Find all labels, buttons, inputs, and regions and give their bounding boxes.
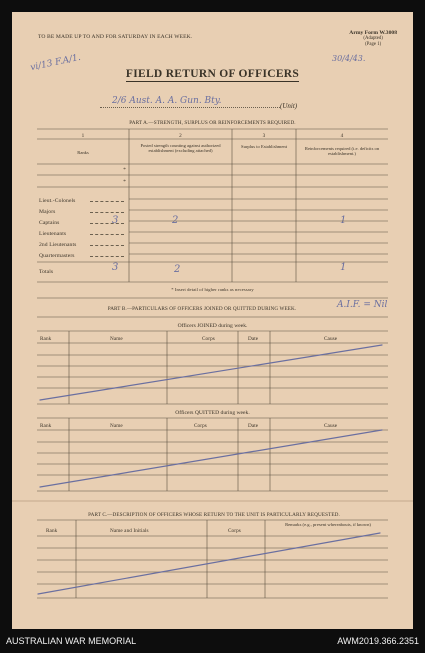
- handwritten-unit: 2/6 Aust. A. A. Gun. Bty.: [112, 96, 222, 106]
- joined-col-rank: Rank: [40, 336, 52, 342]
- unit-label: (Unit): [280, 102, 298, 110]
- rank-asterisk: *: [123, 179, 126, 185]
- part-a-footnote: * Insert detail of higher ranks as necessary: [171, 287, 254, 292]
- quitted-col-rank: Rank: [40, 423, 52, 429]
- joined-col-date: Date: [248, 336, 259, 342]
- part-c-col-name: Name and Initials: [110, 528, 149, 534]
- rank-label: Majors: [39, 209, 56, 215]
- form-rules: [12, 12, 413, 629]
- form-title: FIELD RETURN OF OFFICERS: [125, 68, 300, 80]
- part-a-header-surplus: Surplus to Establishment: [241, 144, 287, 149]
- top-instruction: TO BE MADE UP TO AND FOR SATURDAY IN EACH WEEK.: [38, 34, 193, 40]
- form-sheet: [12, 12, 413, 629]
- part-a-col-num-4: 4: [340, 133, 344, 139]
- footer-credit: AUSTRALIAN WAR MEMORIAL: [6, 636, 137, 646]
- form-number: Army Form W.3008: [349, 30, 397, 36]
- footer-accession: AWM2019.366.2351: [337, 636, 419, 646]
- rank-label: Lieutenants: [39, 231, 67, 237]
- surplus-value: 2: [172, 215, 179, 226]
- part-c-heading: PART C.—DESCRIPTION OF OFFICERS WHOSE RETURN TO THE UNIT IS PARTICULARLY REQUESTED.: [88, 512, 340, 518]
- rank-label: 2nd Lieutenants: [39, 242, 77, 248]
- rank-label: Captains: [39, 220, 60, 226]
- joined-col-name: Name: [110, 336, 123, 342]
- joined-title: Officers JOINED during week.: [177, 323, 248, 329]
- form-page: (Page 1): [365, 41, 382, 47]
- quitted-col-name: Name: [110, 423, 123, 429]
- part-c-col-corps: Corps: [228, 528, 241, 534]
- part-a-col-num-2: 2: [179, 133, 182, 139]
- handwritten-date: 30/4/43.: [332, 54, 366, 63]
- part-c-col-rank: Rank: [46, 528, 58, 534]
- part-b-heading: PART B.—PARTICULARS OF OFFICERS JOINED OR QUITTED DURING WEEK.: [107, 306, 297, 312]
- handwritten-part-b-note: A.I.F. = Nil: [337, 300, 388, 310]
- part-c-col-remarks: Remarks (e.g., present whereabouts, if known): [285, 522, 371, 527]
- joined-col-corps: Corps: [202, 336, 215, 342]
- quitted-title: Officers QUITTED during week.: [175, 410, 250, 416]
- part-a-header-ranks: Ranks: [77, 150, 89, 155]
- totals-surplus-value: 2: [174, 264, 181, 275]
- posted-value: 3: [112, 215, 119, 226]
- quitted-col-cause: Cause: [324, 423, 338, 429]
- totals-label: Totals: [39, 269, 54, 275]
- rank-label: Lieut.-Colonels: [39, 198, 76, 204]
- rank-label: Quartermasters: [39, 253, 75, 259]
- handwritten-ref: vi/13 F.A/1.: [29, 52, 82, 74]
- part-a-col-num-1: 1: [81, 133, 85, 139]
- joined-col-cause: Cause: [324, 336, 338, 342]
- part-a-header-reinforcements: Reinforcements required (i.e. deficits on establishment.): [304, 146, 380, 157]
- form-adapted: (Adapted): [363, 36, 383, 42]
- part-a-heading: PART A.—STRENGTH, SURPLUS OR REINFORCEMENTS REQUIRED.: [129, 120, 296, 126]
- totals-reinforcements-value: 1: [340, 262, 347, 273]
- totals-posted-value: 3: [112, 262, 119, 273]
- part-a-col-num-3: 3: [262, 133, 266, 139]
- part-a-header-posted: Posted strength counting against authorized establishment (excluding attached): [140, 143, 221, 154]
- rank-asterisk: *: [123, 167, 126, 173]
- quitted-col-corps: Corps: [194, 423, 207, 429]
- reinforcements-value: 1: [340, 215, 347, 226]
- quitted-col-date: Date: [248, 423, 259, 429]
